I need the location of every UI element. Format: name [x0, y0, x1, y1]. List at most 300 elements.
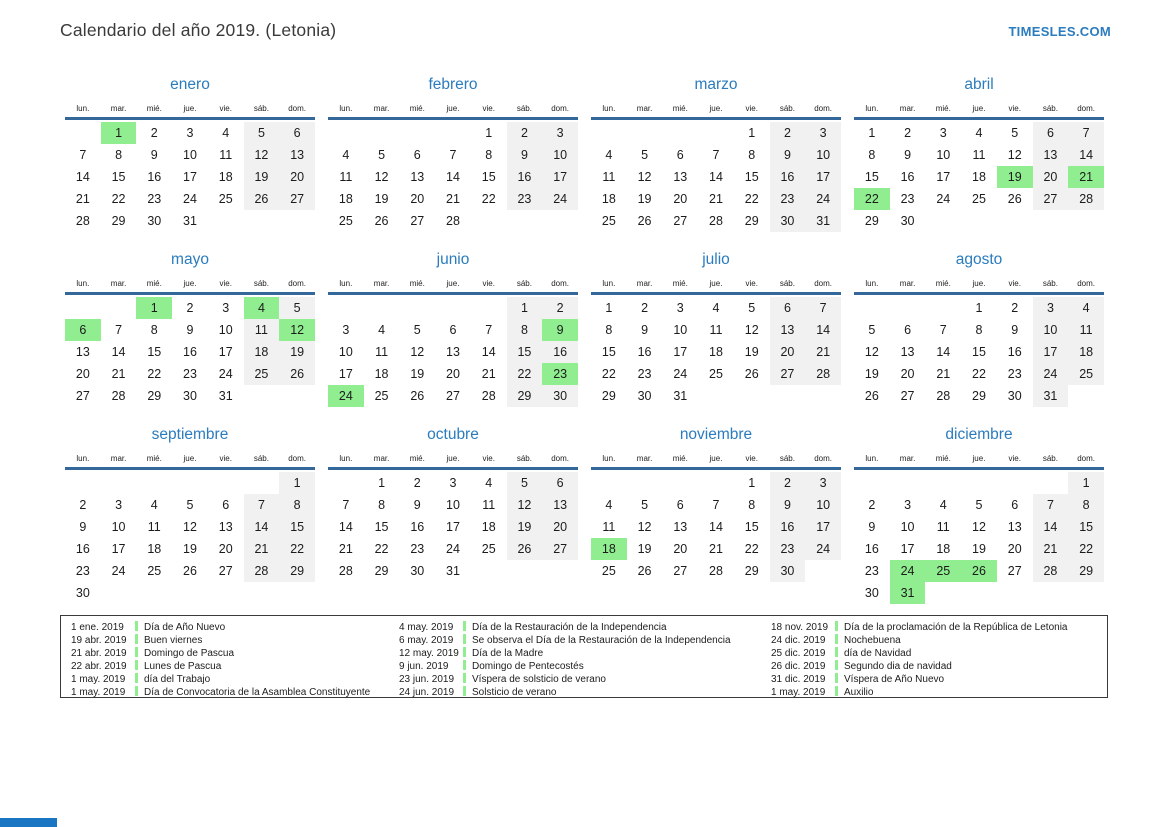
day-cell: 29	[601, 389, 616, 403]
day-cell: 9	[904, 148, 912, 162]
weekday-label: lun.	[865, 279, 879, 288]
day-cell: 1	[378, 476, 386, 490]
day-cell: 18	[244, 341, 280, 363]
day-cell: 18	[972, 170, 986, 184]
weekday-label: mar.	[110, 454, 127, 463]
day-cell: 4	[244, 297, 280, 319]
day-cell: 12	[507, 494, 543, 516]
month-diciembre	[854, 425, 1104, 600]
days-grid	[328, 297, 578, 407]
day-cell: 19	[507, 516, 543, 538]
day-cell: 28	[1068, 188, 1104, 210]
day-cell: 30	[637, 389, 652, 403]
day-cell: 1	[975, 301, 983, 315]
day-cell: 17	[338, 367, 353, 381]
day-cell: 17	[218, 345, 233, 359]
day-cell: 4	[378, 323, 386, 337]
day-cell: 23	[75, 564, 90, 578]
day-cell: 25	[601, 564, 616, 578]
day-cell: 15	[279, 516, 315, 538]
day-cell: 1	[279, 472, 315, 494]
day-cell: 26	[279, 363, 315, 385]
legend-holiday-name: Lunes de Pascua	[144, 661, 222, 672]
day-cell: 10	[1033, 319, 1069, 341]
day-cell: 28	[446, 214, 460, 228]
month-title: julio	[702, 251, 730, 268]
empty-day-cell	[925, 582, 961, 604]
day-cell: 6	[904, 323, 912, 337]
month-abril	[854, 75, 1104, 250]
empty-day-cell	[854, 472, 890, 494]
day-cell: 12	[972, 520, 986, 534]
day-cell: 18	[601, 192, 616, 206]
empty-day-cell	[471, 560, 507, 582]
day-cell: 2	[641, 301, 649, 315]
day-cell: 1	[748, 126, 756, 140]
holiday-marker-icon	[463, 686, 466, 696]
day-cell: 3	[904, 498, 912, 512]
day-cell: 6	[1011, 498, 1019, 512]
day-cell: 23	[770, 188, 806, 210]
day-cell: 25	[147, 564, 162, 578]
holiday-marker-icon	[463, 673, 466, 683]
empty-day-cell	[1068, 210, 1104, 232]
weekday-label: mié.	[146, 454, 162, 463]
weekday-label: jue.	[972, 454, 986, 463]
day-cell: 7	[1068, 122, 1104, 144]
day-cell: 13	[279, 144, 315, 166]
day-cell: 10	[936, 148, 951, 162]
day-cell: 24	[1033, 363, 1069, 385]
empty-day-cell	[698, 122, 734, 144]
legend-holiday-name: Día de la Madre	[472, 648, 544, 659]
weekday-label: jue.	[709, 104, 723, 113]
day-cell: 18	[218, 170, 233, 184]
empty-day-cell	[507, 560, 543, 582]
day-cell: 27	[75, 389, 90, 403]
day-cell: 8	[748, 498, 756, 512]
day-cell: 24	[936, 192, 951, 206]
day-cell: 7	[712, 148, 720, 162]
weekday-header-row	[328, 278, 578, 295]
day-cell: 2	[507, 122, 543, 144]
day-cell: 3	[542, 122, 578, 144]
day-cell: 13	[673, 520, 688, 534]
day-cell: 21	[244, 538, 280, 560]
day-cell: 6	[1033, 122, 1069, 144]
day-cell: 3	[115, 498, 123, 512]
weekday-label: vie.	[745, 454, 758, 463]
weekday-label: jue.	[183, 104, 197, 113]
weekday-label: lun.	[865, 454, 879, 463]
weekday-label: sáb.	[779, 454, 795, 463]
legend-date: 4 may. 2019	[399, 622, 454, 633]
day-cell: 24	[673, 367, 688, 381]
weekday-label: mar.	[899, 279, 916, 288]
empty-day-cell	[997, 472, 1033, 494]
day-cell: 9	[770, 494, 806, 516]
weekday-label: jue.	[709, 279, 723, 288]
day-cell: 17	[542, 166, 578, 188]
days-grid	[854, 122, 1104, 232]
weekday-label: lun.	[602, 104, 616, 113]
legend-holiday-name: Auxilio	[844, 687, 874, 698]
day-cell: 20	[673, 192, 688, 206]
weekday-label: sáb.	[1042, 279, 1058, 288]
day-cell: 26	[183, 564, 197, 578]
day-cell: 29	[507, 385, 543, 407]
months-grid	[65, 75, 1104, 600]
day-cell: 6	[279, 122, 315, 144]
legend-entry	[71, 634, 399, 647]
day-cell: 3	[1033, 297, 1069, 319]
weekday-label: jue.	[972, 279, 986, 288]
day-cell: 23	[637, 367, 652, 381]
empty-day-cell	[627, 472, 663, 494]
days-grid	[65, 122, 315, 232]
empty-day-cell	[925, 472, 961, 494]
day-cell: 3	[186, 126, 194, 140]
day-cell: 20	[218, 542, 233, 556]
day-cell: 2	[413, 476, 421, 490]
day-cell: 25	[374, 389, 389, 403]
day-cell: 19	[637, 192, 652, 206]
day-cell: 19	[374, 192, 389, 206]
day-cell: 29	[111, 214, 126, 228]
day-cell: 3	[342, 323, 350, 337]
day-cell: 10	[900, 520, 915, 534]
day-cell: 22	[972, 367, 986, 381]
bottom-left-blue-strip	[0, 818, 57, 827]
day-cell: 8	[485, 148, 493, 162]
day-cell: 9	[770, 144, 806, 166]
day-cell: 19	[410, 367, 425, 381]
day-cell: 14	[936, 345, 951, 359]
day-cell: 7	[1033, 494, 1069, 516]
empty-day-cell	[279, 385, 315, 407]
legend-date: 9 jun. 2019	[399, 661, 449, 672]
holiday-marker-icon	[463, 621, 466, 631]
weekday-label: jue.	[709, 454, 723, 463]
day-cell: 25	[481, 542, 496, 556]
day-cell: 26	[961, 560, 997, 582]
day-cell: 30	[410, 564, 425, 578]
empty-day-cell	[65, 472, 101, 494]
day-cell: 20	[770, 341, 806, 363]
day-cell: 12	[744, 323, 759, 337]
weekday-label: dom.	[814, 454, 833, 463]
day-cell: 12	[637, 170, 652, 184]
day-cell: 8	[1068, 494, 1104, 516]
day-cell: 23	[410, 542, 425, 556]
weekday-label: dom.	[814, 104, 833, 113]
day-cell: 3	[805, 122, 841, 144]
days-grid	[854, 472, 1104, 604]
day-cell: 19	[997, 166, 1033, 188]
day-cell: 4	[939, 498, 947, 512]
legend-date: 23 jun. 2019	[399, 674, 455, 685]
day-cell: 22	[744, 192, 759, 206]
empty-day-cell	[435, 122, 471, 144]
empty-day-cell	[65, 297, 101, 319]
day-cell: 29	[864, 214, 879, 228]
legend-entry	[399, 686, 771, 699]
empty-day-cell	[805, 385, 841, 407]
weekday-header-row	[854, 278, 1104, 295]
day-cell: 15	[744, 170, 759, 184]
day-cell: 1	[507, 297, 543, 319]
day-cell: 7	[449, 148, 457, 162]
empty-day-cell	[698, 472, 734, 494]
weekday-label: dom.	[551, 104, 570, 113]
empty-day-cell	[770, 385, 806, 407]
weekday-label: mié.	[409, 454, 425, 463]
month-title: junio	[436, 251, 470, 268]
day-cell: 7	[115, 323, 123, 337]
weekday-label: jue.	[446, 104, 460, 113]
day-cell: 25	[972, 192, 986, 206]
day-cell: 4	[605, 148, 613, 162]
day-cell: 30	[183, 389, 197, 403]
day-cell: 11	[709, 323, 723, 337]
day-cell: 16	[183, 345, 197, 359]
legend-date: 24 dic. 2019	[771, 635, 826, 646]
holiday-marker-icon	[835, 634, 838, 644]
legend-entry	[771, 673, 1097, 686]
empty-day-cell	[890, 472, 926, 494]
day-cell: 24	[183, 192, 197, 206]
weekday-label: sáb.	[779, 279, 795, 288]
day-cell: 8	[279, 494, 315, 516]
legend-date: 12 may. 2019	[399, 648, 459, 659]
empty-day-cell	[662, 472, 698, 494]
legend-holiday-name: Domingo de Pascua	[144, 648, 235, 659]
day-cell: 7	[485, 323, 493, 337]
empty-day-cell	[136, 472, 172, 494]
day-cell: 11	[482, 498, 496, 512]
day-cell: 20	[1033, 166, 1069, 188]
weekday-label: jue.	[183, 279, 197, 288]
day-cell: 23	[900, 192, 915, 206]
month-junio	[328, 250, 578, 425]
day-cell: 1	[101, 122, 137, 144]
empty-day-cell	[279, 582, 315, 604]
day-cell: 28	[936, 389, 951, 403]
day-cell: 27	[770, 363, 806, 385]
day-cell: 23	[183, 367, 197, 381]
day-cell: 13	[673, 170, 688, 184]
day-cell: 20	[542, 516, 578, 538]
weekday-label: dom.	[814, 279, 833, 288]
weekday-header-row	[328, 453, 578, 470]
legend-entry	[771, 634, 1097, 647]
day-cell: 23	[147, 192, 162, 206]
weekday-label: vie.	[482, 454, 495, 463]
day-cell: 30	[542, 385, 578, 407]
day-cell: 10	[183, 148, 197, 162]
empty-day-cell	[65, 122, 101, 144]
day-cell: 15	[972, 345, 986, 359]
weekday-label: lun.	[76, 454, 90, 463]
day-cell: 22	[374, 542, 389, 556]
day-cell: 11	[219, 148, 233, 162]
weekday-label: vie.	[1008, 454, 1021, 463]
day-cell: 20	[1007, 542, 1022, 556]
day-cell: 5	[413, 323, 421, 337]
day-cell: 15	[1068, 516, 1104, 538]
day-cell: 18	[338, 192, 353, 206]
day-cell: 27	[446, 389, 460, 403]
empty-day-cell	[997, 582, 1033, 604]
day-cell: 18	[591, 538, 627, 560]
month-mayo	[65, 250, 315, 425]
page-title: Calendario del año 2019. (Letonia)	[60, 20, 337, 40]
empty-day-cell	[1033, 210, 1069, 232]
day-cell: 11	[244, 319, 280, 341]
weekday-header-row	[591, 103, 841, 120]
day-cell: 12	[183, 520, 197, 534]
legend-holiday-name: Domingo de Pentecostés	[472, 661, 584, 672]
day-cell: 23	[1007, 367, 1022, 381]
site-link[interactable]: TIMESLES.COM	[1008, 24, 1111, 39]
day-cell: 12	[374, 170, 389, 184]
day-cell: 19	[183, 542, 197, 556]
day-cell: 17	[805, 166, 841, 188]
day-cell: 29	[147, 389, 162, 403]
legend-date: 6 may. 2019	[399, 635, 454, 646]
legend-holiday-name: Víspera de solsticio de verano	[472, 674, 606, 685]
days-grid	[854, 297, 1104, 407]
holiday-marker-icon	[835, 621, 838, 631]
day-cell: 5	[378, 148, 386, 162]
day-cell: 4	[150, 498, 158, 512]
day-cell: 3	[222, 301, 230, 315]
weekday-header-row	[854, 103, 1104, 120]
empty-day-cell	[471, 297, 507, 319]
day-cell: 26	[244, 188, 280, 210]
day-cell: 14	[244, 516, 280, 538]
weekday-label: mar.	[899, 454, 916, 463]
day-cell: 6	[676, 498, 684, 512]
legend-entry	[71, 647, 399, 660]
day-cell: 29	[972, 389, 986, 403]
day-cell: 22	[744, 542, 759, 556]
day-cell: 5	[244, 122, 280, 144]
day-cell: 23	[770, 538, 806, 560]
weekday-header-row	[328, 103, 578, 120]
empty-day-cell	[542, 560, 578, 582]
empty-day-cell	[208, 472, 244, 494]
day-cell: 17	[183, 170, 197, 184]
day-cell: 13	[1033, 144, 1069, 166]
day-cell: 5	[975, 498, 983, 512]
day-cell: 22	[1068, 538, 1104, 560]
day-cell: 8	[115, 148, 123, 162]
day-cell: 31	[890, 582, 926, 604]
day-cell: 2	[904, 126, 912, 140]
empty-day-cell	[627, 122, 663, 144]
weekday-label: vie.	[219, 104, 232, 113]
day-cell: 14	[446, 170, 460, 184]
legend-date: 25 dic. 2019	[771, 648, 826, 659]
day-cell: 17	[936, 170, 951, 184]
legend-holiday-name: Solsticio de verano	[472, 687, 557, 698]
day-cell: 6	[542, 472, 578, 494]
weekday-header-row	[854, 453, 1104, 470]
legend-holiday-name: Buen viernes	[144, 635, 203, 646]
day-cell: 17	[900, 542, 915, 556]
month-title: febrero	[428, 76, 478, 93]
day-cell: 24	[890, 560, 926, 582]
empty-day-cell	[925, 297, 961, 319]
weekday-label: mié.	[409, 104, 425, 113]
day-cell: 15	[374, 520, 389, 534]
empty-day-cell	[172, 472, 208, 494]
weekday-label: dom.	[1077, 279, 1096, 288]
empty-day-cell	[805, 560, 841, 582]
day-cell: 25	[1068, 363, 1104, 385]
day-cell: 1	[136, 297, 172, 319]
day-cell: 12	[1007, 148, 1022, 162]
day-cell: 25	[218, 192, 233, 206]
day-cell: 3	[676, 301, 684, 315]
empty-day-cell	[279, 210, 315, 232]
weekday-label: sáb.	[253, 454, 269, 463]
day-cell: 9	[542, 319, 578, 341]
legend-column	[399, 621, 771, 699]
weekday-label: mar.	[110, 104, 127, 113]
day-cell: 29	[744, 214, 759, 228]
weekday-label: mar.	[636, 279, 653, 288]
day-cell: 13	[446, 345, 460, 359]
day-cell: 24	[805, 188, 841, 210]
empty-day-cell	[734, 385, 770, 407]
legend-date: 24 jun. 2019	[399, 687, 455, 698]
weekday-label: mié.	[146, 279, 162, 288]
day-cell: 31	[1033, 385, 1069, 407]
weekday-label: sáb.	[253, 104, 269, 113]
day-cell: 28	[709, 564, 723, 578]
empty-day-cell	[1033, 582, 1069, 604]
day-cell: 25	[709, 367, 723, 381]
day-cell: 2	[1011, 301, 1019, 315]
day-cell: 22	[279, 538, 315, 560]
day-cell: 7	[805, 297, 841, 319]
day-cell: 21	[111, 367, 126, 381]
weekday-label: sáb.	[516, 104, 532, 113]
holiday-legend	[60, 615, 1108, 698]
empty-day-cell	[399, 122, 435, 144]
day-cell: 5	[507, 472, 543, 494]
day-cell: 15	[111, 170, 126, 184]
legend-entry	[771, 621, 1097, 634]
day-cell: 21	[936, 367, 951, 381]
day-cell: 10	[673, 323, 688, 337]
empty-day-cell	[244, 472, 280, 494]
holiday-marker-icon	[135, 673, 138, 683]
day-cell: 6	[449, 323, 457, 337]
holiday-marker-icon	[463, 660, 466, 670]
days-grid	[591, 122, 841, 232]
weekday-label: vie.	[219, 454, 232, 463]
holiday-marker-icon	[835, 660, 838, 670]
day-cell: 10	[111, 520, 126, 534]
days-grid	[591, 472, 841, 582]
day-cell: 11	[602, 520, 616, 534]
legend-date: 21 abr. 2019	[71, 648, 127, 659]
day-cell: 15	[864, 170, 879, 184]
day-cell: 22	[147, 367, 162, 381]
